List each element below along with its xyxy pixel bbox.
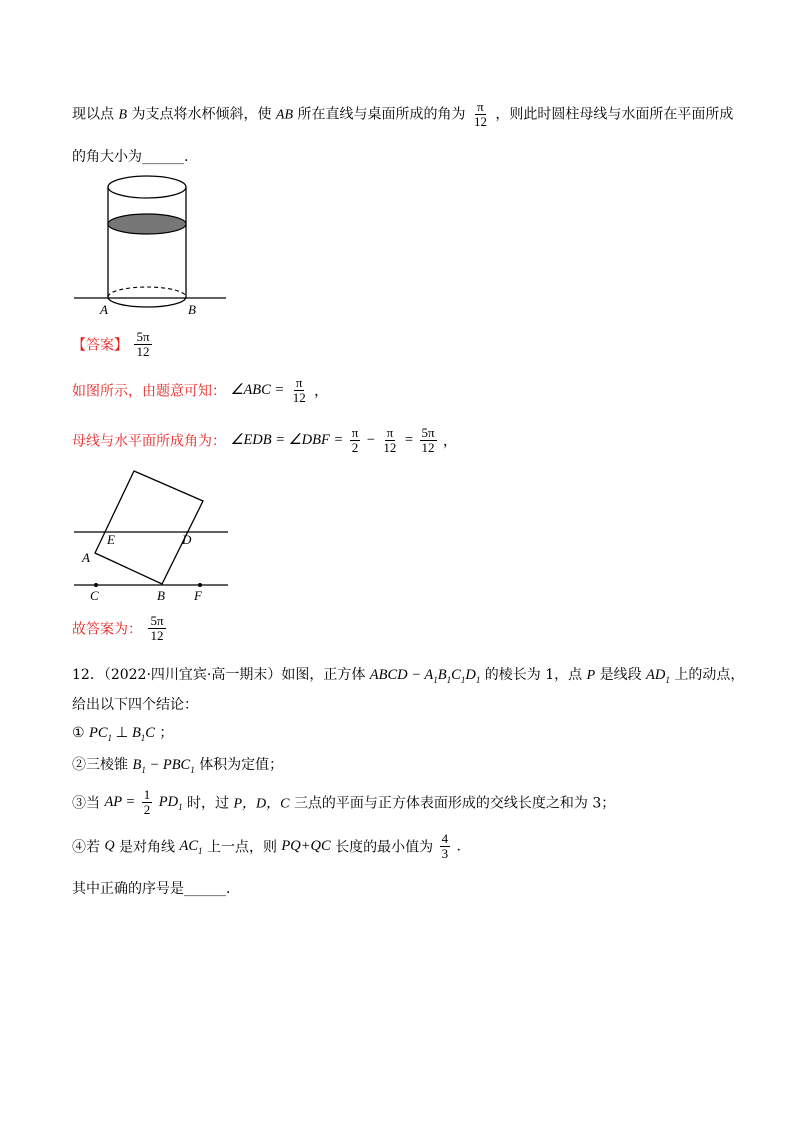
fraction: $\frac{\pi}{12}$ <box>383 425 397 455</box>
text: 是线段 <box>599 667 642 683</box>
segment-AD1: $AD_1$ <box>646 667 670 685</box>
answer-line <box>72 330 154 359</box>
final-answer <box>72 614 168 643</box>
conclusion-1 <box>72 722 173 743</box>
text: ，则此时圆柱母线与水面所在平面所成 <box>495 106 734 123</box>
label-B: B <box>157 588 165 603</box>
fraction-4-3: $\frac{4}{3}$ <box>441 831 449 861</box>
label-F: F <box>194 588 202 603</box>
fraction-half: $\frac{1}{2}$ <box>143 787 151 817</box>
text: ， <box>314 383 329 400</box>
fraction: $\frac{\pi}{2}$ <box>351 425 359 455</box>
formula: $B_1 - PBC_1$ <box>132 757 195 775</box>
text: 所在直线与桌面所成的角为 <box>297 106 466 123</box>
fraction: $\frac{\pi}{12}$ <box>292 375 306 405</box>
label-A: A <box>82 550 90 565</box>
text: ， <box>443 433 458 450</box>
q11-line2: 的角大小为______. <box>72 149 189 165</box>
text: 体积为定值； <box>199 757 284 773</box>
label-A: A <box>100 302 108 317</box>
text: 现以点 <box>72 106 114 123</box>
fraction: $\frac{5\pi}{12}$ <box>421 425 435 455</box>
angle-ABC: ∠ABC = <box>230 382 285 398</box>
conclusion-2 <box>72 754 283 775</box>
q11-line1 <box>72 100 733 129</box>
conclusion-3 <box>72 788 615 817</box>
diagonal-AC1: $AC_1$ <box>179 837 203 856</box>
conclusion-4 <box>72 832 461 861</box>
equals: = <box>404 432 414 448</box>
text: 三点的平面与正方体表面形成的交线长度之和为 3； <box>293 795 616 812</box>
text: ； <box>159 725 174 741</box>
text: 母线与水平面所成角为： <box>72 433 226 450</box>
label-B: B <box>188 302 196 317</box>
minus: − <box>366 432 375 448</box>
text: 长度的最小值为 <box>335 839 434 856</box>
text: 12．（2022·四川宜宾·高一期末）如图，正方体 <box>72 667 366 683</box>
angle-EDB: ∠EDB = ∠DBF = <box>230 432 344 448</box>
formula: $PD_1$ <box>158 793 183 812</box>
solution-line2 <box>72 426 457 455</box>
text: 故答案为： <box>72 621 142 638</box>
marker: ① <box>72 725 85 741</box>
label-D: D <box>182 532 192 547</box>
text: 是对角线 <box>119 839 176 856</box>
fraction-pi-12: $\frac{\pi}{12}$ <box>473 99 487 129</box>
text: 如图所示，由题意可知： <box>72 383 226 400</box>
cube-name: ABCD − $A_1B_1C_1D_1$ <box>369 667 481 685</box>
marker: ③当 <box>72 795 100 812</box>
text: 上一点，则 <box>206 839 277 856</box>
tilted-cylinder-figure <box>70 465 232 605</box>
answer-tag: 【答案】 <box>72 337 128 354</box>
formula: $PC_1$ ⊥ $B_1C$ <box>89 725 155 743</box>
formula: PQ+QC <box>281 838 331 854</box>
label-C: C <box>90 588 99 603</box>
label-E: E <box>107 532 115 547</box>
marker: ④若 <box>72 839 100 856</box>
marker: ②三棱锥 <box>72 757 128 773</box>
text: 的棱长为 1，点 <box>484 667 583 683</box>
solution-line1 <box>72 376 328 405</box>
point-P: P <box>586 668 596 683</box>
text: 上的动点， <box>674 667 745 683</box>
q12-line2: 给出以下四个结论： <box>72 697 198 713</box>
fraction: $\frac{5\pi}{12}$ <box>150 613 164 643</box>
text: . <box>456 838 461 855</box>
text: 时，过 <box>187 795 230 812</box>
q12-last-line: 其中正确的序号是______. <box>72 881 231 897</box>
text: 为支点将水杯倾斜，使 <box>131 106 272 123</box>
point-B: B <box>118 107 128 123</box>
points-PDC: P，D，C <box>233 796 290 812</box>
q12-intro <box>72 664 744 685</box>
answer-fraction: $\frac{5\pi}{12}$ <box>136 329 150 359</box>
segment-AB: AB <box>275 107 294 123</box>
formula: AP = <box>104 794 136 810</box>
point-Q: Q <box>104 838 115 854</box>
cylinder-figure <box>70 170 230 320</box>
